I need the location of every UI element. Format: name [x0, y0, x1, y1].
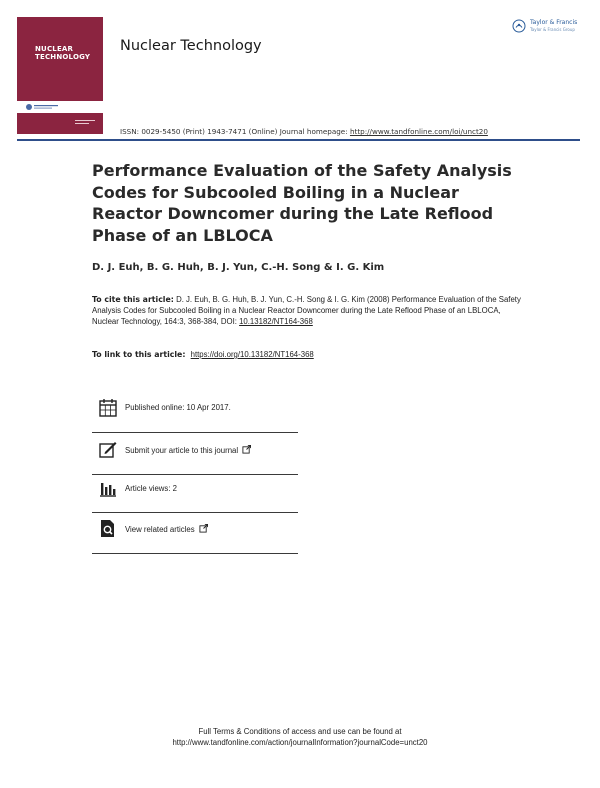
- terms-footer: [0, 726, 600, 748]
- related-articles-row[interactable]: [98, 519, 298, 543]
- terms-link[interactable]: http://www.tandfonline.com/action/journalInformation?journalCode=unct20: [172, 738, 428, 747]
- publisher-subtitle: Taylor & Francis Group: [530, 27, 575, 32]
- publisher-name: Taylor & Francis: [530, 19, 578, 26]
- published-online-row: [98, 398, 298, 422]
- search-document-icon: [98, 519, 118, 539]
- cite-doi-link[interactable]: 10.13182/NT164-368: [239, 316, 313, 326]
- journal-name[interactable]: Nuclear Technology: [120, 38, 262, 54]
- article-title: Performance Evaluation of the Safety Analysis Codes for Subcooled Boiling in a Nuclear Reactor Downcomer during the Late Reflood Phase of an LBLOCA: [92, 161, 512, 245]
- submit-article-label: Submit your article to this journal: [125, 446, 239, 455]
- article-link-line: [92, 350, 314, 359]
- cover-footer-line: [75, 123, 89, 124]
- issn-line: [120, 127, 488, 136]
- cover-title-line2: TECHNOLOGY: [35, 53, 91, 61]
- journal-cover-thumbnail: [17, 17, 103, 134]
- submit-article-row[interactable]: [98, 440, 298, 464]
- external-link-icon: [199, 524, 208, 533]
- published-online-text: Published online: 10 Apr 2017.: [125, 403, 231, 412]
- related-articles-label: View related articles: [125, 525, 195, 534]
- article-views-text: Article views: 2: [125, 484, 177, 493]
- calendar-icon: [98, 398, 118, 418]
- cite-text: D. J. Euh, B. G. Huh, B. J. Yun, C.-H. Song & I. G. Kim (2008) Performance Evaluation of the Safety Analysis Codes for Subcooled Boiling in a Nuclear Reactor Downcomer during the Late Reflood Phase of an LBLOCA, Nuclear Technology, 164:3, 368-384, DOI:: [92, 295, 521, 326]
- submit-article-link[interactable]: [125, 445, 251, 455]
- link-label: To link to this article:: [92, 350, 186, 359]
- article-authors: D. J. Euh, B. G. Huh, B. J. Yun, C.-H. Song & I. G. Kim: [92, 262, 385, 273]
- terms-line: Full Terms & Conditions of access and use can be found at: [198, 727, 402, 736]
- cover-title-line1: NUCLEAR: [35, 45, 74, 53]
- journal-homepage-link[interactable]: http://www.tandfonline.com/loi/unct20: [349, 127, 488, 136]
- article-views-row: [98, 479, 298, 503]
- publisher-logo[interactable]: [512, 17, 587, 37]
- cite-label: To cite this article:: [92, 295, 174, 304]
- cover-footer-line: [75, 120, 95, 121]
- bar-chart-icon: [98, 479, 118, 499]
- header-divider: [17, 139, 580, 141]
- citation-block: [92, 295, 522, 327]
- related-articles-link[interactable]: [125, 524, 208, 534]
- meta-divider: [92, 474, 298, 475]
- external-link-icon: [242, 445, 251, 454]
- meta-divider: [92, 512, 298, 513]
- article-doi-link[interactable]: https://doi.org/10.13182/NT164-368: [190, 350, 314, 359]
- issn-text: ISSN: 0029-5450 (Print) 1943-7471 (Online) Journal homepage:: [120, 127, 348, 136]
- meta-divider: [92, 553, 298, 554]
- cover-publisher-logo-icon: [25, 103, 61, 111]
- cover-title: [35, 45, 90, 61]
- taylor-francis-logo-icon: [512, 19, 526, 33]
- submit-icon: [98, 440, 118, 460]
- meta-divider: [92, 432, 298, 433]
